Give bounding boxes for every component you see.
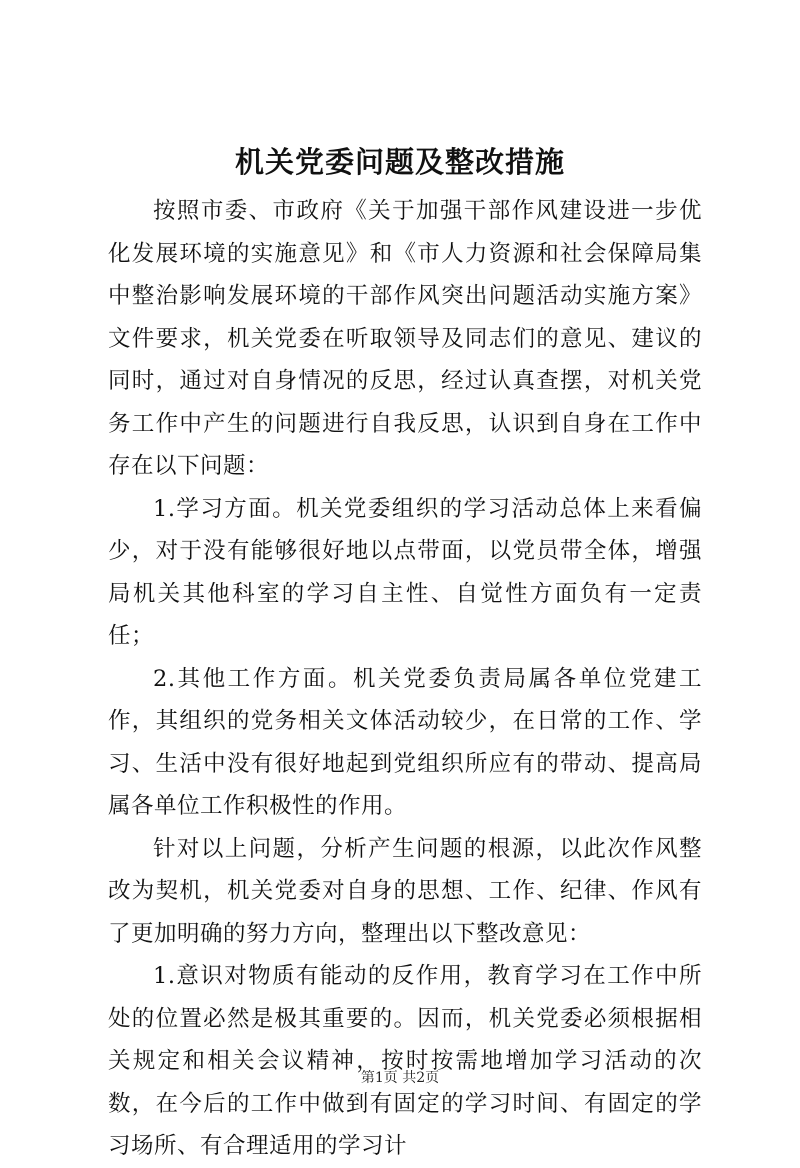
paragraph-measure-1: 1.意识对物质有能动的反作用，教育学习在工作中所处的位置必然是极其重要的。因而，机关党委必须根据相关规定和相关会议精神，按时按需地增加学习活动的次数，在今后的工作中做到有固定的学习时间、有固定的学习场所、有合理适用的学习计 <box>108 963 702 1159</box>
document-title: 机关党委问题及整改措施 <box>234 145 565 179</box>
document-body <box>108 190 702 1168</box>
paragraph-problem-2: 2.其他工作方面。机关党委负责局属各单位党建工作，其组织的党务相关文体活动较少，在日常的工作、学习、生活中没有很好地起到党组织所应有的带动、提高局属各单位工作积极性的作用。 <box>108 665 702 819</box>
paragraph-problem-1: 1.学习方面。机关党委组织的学习活动总体上来看偏少，对于没有能够很好地以点带面，以党员带全体，增强局机关其他科室的学习自主性、自觉性方面负有一定责任； <box>108 495 702 649</box>
page-footer: 第1页 共2页 <box>360 1070 440 1086</box>
paragraph-analysis: 针对以上问题，分析产生问题的根源，以此次作风整改为契机，机关党委对自身的思想、工作、纪律、作风有了更加明确的努力方向，整理出以下整改意见： <box>108 835 702 947</box>
paragraph-intro: 按照市委、市政府《关于加强干部作风建设进一步优化发展环境的实施意见》和《市人力资源和社会保障局集中整治影响发展环境的干部作风突出问题活动实施方案》文件要求，机关党委在听取领导及同志们的意见、建议的同时，通过对自身情况的反思，经过认真查摆，对机关党务工作中产生的问题进行自我反思，认识到自身在工作中存在以下问题： <box>108 198 702 479</box>
